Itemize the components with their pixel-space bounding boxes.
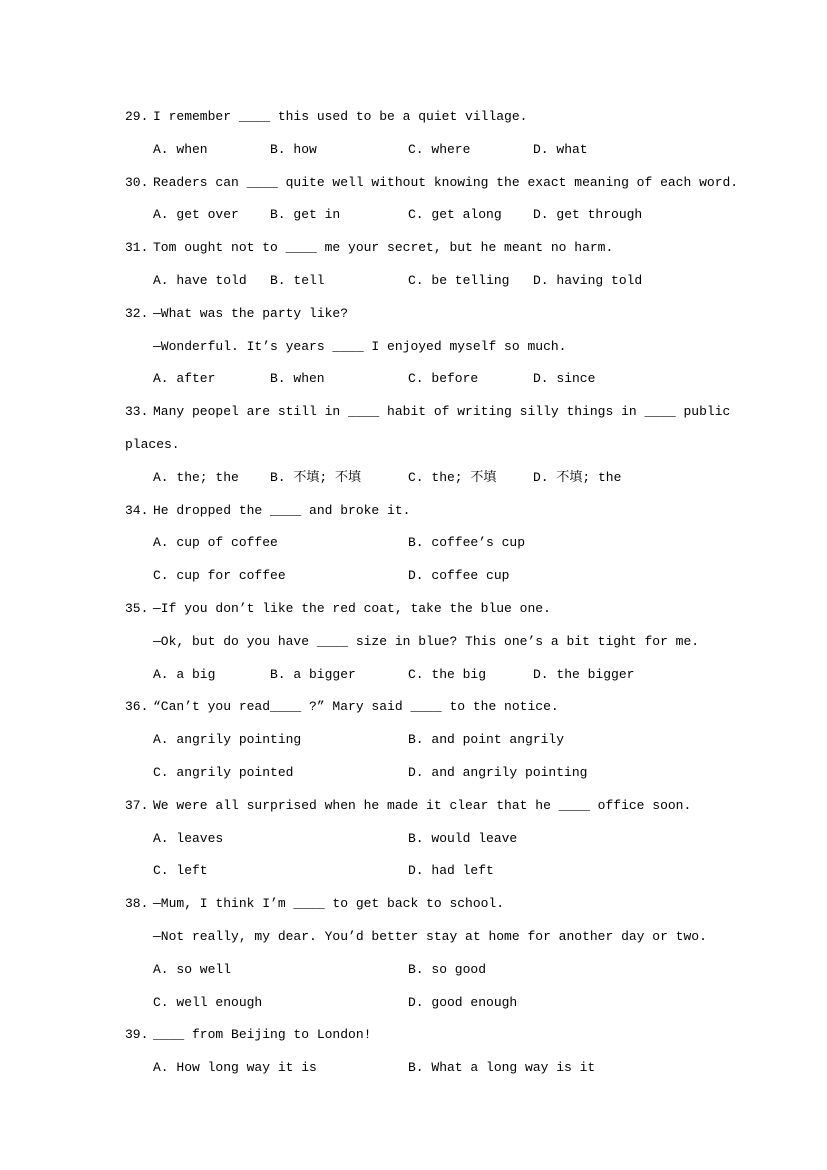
stem-line: [125, 888, 787, 921]
question-number: 39.: [125, 1027, 149, 1043]
option-A: A. angrily pointing: [153, 732, 302, 748]
option-row: [125, 134, 787, 167]
option-D: D. 不填; the: [533, 469, 622, 485]
option-row: [125, 199, 787, 232]
question-stem-text: Tom ought not to ____ me your secret, but he meant no harm.: [153, 240, 614, 256]
option-B: B. so good: [408, 961, 487, 977]
stem-line: [125, 298, 787, 331]
option-A: A. a big: [153, 666, 216, 682]
question-stem-text: places.: [125, 436, 180, 452]
question-stem-text: —Not really, my dear. You’d better stay at home for another day or two.: [153, 928, 707, 944]
option-row: [125, 954, 787, 987]
option-C: C. be telling: [408, 272, 510, 288]
option-B: B. 不填; 不填: [270, 469, 362, 485]
question-39: [125, 1019, 787, 1085]
question-35: [125, 593, 787, 691]
stem-line: [125, 790, 787, 823]
question-stem-text: —Ok, but do you have ____ size in blue? This one’s a bit tight for me.: [153, 633, 700, 649]
stem-line: [125, 1019, 787, 1052]
option-B: B. get in: [270, 207, 341, 223]
option-D: D. get through: [533, 207, 643, 223]
question-33: [125, 396, 787, 494]
option-B: B. What a long way is it: [408, 1060, 596, 1076]
question-stem-text: —What was the party like?: [153, 305, 349, 321]
question-number: 37.: [125, 797, 149, 813]
option-B: B. when: [270, 371, 325, 387]
option-B: B. a bigger: [270, 666, 356, 682]
option-D: D. good enough: [408, 994, 518, 1010]
question-stem-text: —If you don’t like the red coat, take the blue one.: [153, 600, 551, 616]
question-31: [125, 232, 787, 298]
option-row: [125, 527, 787, 560]
question-stem-text: I remember ____ this used to be a quiet village.: [153, 109, 528, 124]
question-list: [125, 101, 787, 1085]
question-number: 38.: [125, 896, 149, 912]
option-row: [125, 1052, 787, 1085]
option-B: B. tell: [270, 272, 325, 288]
option-A: A. have told: [153, 272, 247, 288]
option-row: [125, 855, 787, 888]
option-A: A. when: [153, 141, 208, 157]
question-36: [125, 691, 787, 789]
question-stem-text: —Wonderful. It’s years ____ I enjoyed myself so much.: [153, 338, 567, 354]
stem-line: [125, 331, 787, 364]
option-D: D. what: [533, 141, 588, 157]
option-D: D. and angrily pointing: [408, 764, 588, 780]
option-C: C. angrily pointed: [153, 764, 294, 780]
question-number: 30.: [125, 174, 149, 190]
question-32: [125, 298, 787, 396]
option-B: B. and point angrily: [408, 732, 565, 748]
option-C: C. the big: [408, 666, 487, 682]
option-A: A. so well: [153, 961, 232, 977]
option-row: [125, 823, 787, 856]
stem-line: [125, 495, 787, 528]
option-row: [125, 265, 787, 298]
question-37: [125, 790, 787, 888]
stem-line: [125, 232, 787, 265]
option-D: D. having told: [533, 272, 643, 288]
question-stem-text: Many peopel are still in ____ habit of writing silly things in ____ public: [153, 404, 731, 420]
option-D: D. coffee cup: [408, 568, 510, 584]
stem-line: [125, 167, 787, 200]
question-number: 35.: [125, 600, 149, 616]
option-D: D. since: [533, 371, 596, 387]
question-stem-text: ____ from Beijing to London!: [153, 1027, 372, 1043]
stem-line: [125, 396, 787, 429]
question-number: 34.: [125, 502, 149, 518]
option-C: C. the; 不填: [408, 469, 497, 485]
stem-line: [125, 691, 787, 724]
option-C: C. well enough: [153, 994, 263, 1010]
option-C: C. before: [408, 371, 479, 387]
option-C: C. get along: [408, 207, 502, 223]
option-row: [125, 987, 787, 1020]
question-29: [125, 101, 787, 167]
option-row: [125, 560, 787, 593]
option-row: [125, 757, 787, 790]
question-34: [125, 495, 787, 593]
stem-line: [125, 921, 787, 954]
stem-line: [125, 593, 787, 626]
option-C: C. cup for coffee: [153, 568, 286, 584]
option-row: [125, 659, 787, 692]
question-38: [125, 888, 787, 1019]
option-D: D. had left: [408, 863, 494, 879]
question-number: 31.: [125, 240, 149, 256]
option-A: A. How long way it is: [153, 1060, 317, 1076]
question-stem-text: We were all surprised when he made it clear that he ____ office soon.: [153, 797, 692, 813]
question-30: [125, 167, 787, 233]
option-A: A. the; the: [153, 469, 239, 485]
option-row: [125, 462, 787, 495]
option-A: A. after: [153, 371, 216, 387]
question-number: 33.: [125, 404, 149, 420]
question-number: 36.: [125, 699, 149, 715]
option-row: [125, 724, 787, 757]
stem-line: [125, 429, 787, 462]
option-row: [125, 363, 787, 396]
option-C: C. where: [408, 141, 471, 157]
option-D: D. the bigger: [533, 666, 635, 682]
option-B: B. coffee’s cup: [408, 535, 526, 551]
option-A: A. leaves: [153, 830, 224, 846]
option-B: B. how: [270, 141, 317, 157]
option-A: A. get over: [153, 207, 239, 223]
stem-line: [125, 101, 787, 134]
stem-line: [125, 626, 787, 659]
question-number: 29.: [125, 109, 149, 124]
question-number: 32.: [125, 305, 149, 321]
option-B: B. would leave: [408, 830, 518, 846]
option-A: A. cup of coffee: [153, 535, 278, 551]
question-stem-text: “Can’t you read____ ?” Mary said ____ to the notice.: [153, 699, 559, 715]
option-C: C. left: [153, 863, 208, 879]
question-stem-text: He dropped the ____ and broke it.: [153, 502, 411, 518]
question-stem-text: —Mum, I think I’m ____ to get back to school.: [153, 896, 505, 912]
question-stem-text: Readers can ____ quite well without knowing the exact meaning of each word.: [153, 174, 739, 190]
